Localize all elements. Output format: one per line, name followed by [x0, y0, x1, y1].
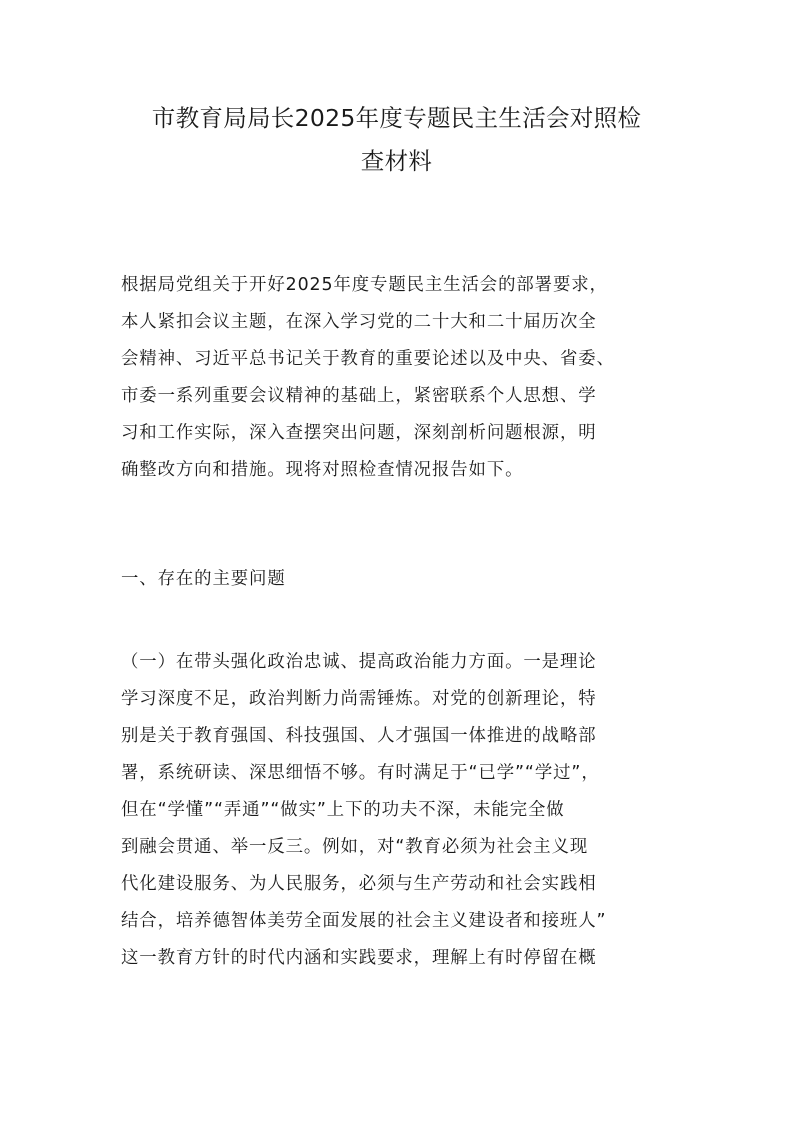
title-line-1: 市教育局局长2025年度专题民主生活会对照检: [151, 104, 642, 132]
intro-line-3: 会精神、习近平总书记关于教育的重要论述以及中央、省委、: [121, 349, 615, 369]
para1-line-1: （一）在带头强化政治忠诚、提高政治能力方面。一是理论: [121, 652, 597, 672]
para1-line-9: 这一教育方针的时代内涵和实践要求，理解上有时停留在概: [121, 948, 597, 968]
intro-line-2: 本人紧扣会议主题，在深入学习党的二十大和二十届历次全: [121, 312, 597, 332]
section-heading: [121, 564, 677, 594]
para1-line-2: 学习深度不足，政治判断力尚需锤炼。对党的创新理论，特: [121, 689, 597, 709]
intro-line-4: 市委一系列重要会议精神的基础上，紧密联系个人思想、学: [121, 386, 597, 406]
para1-line-4: 署，系统研读、深思细悟不够。有时满足于“已学”“学过”，: [121, 763, 600, 783]
para1-line-5: 但在“学懂”“弄通”“做实”上下的功夫不深，未能完全做: [121, 800, 565, 820]
para1-line-3: 别是关于教育强国、科技强国、人才强国一体推进的战略部: [121, 726, 597, 746]
para1-line-6: 到融会贯通、举一反三。例如，对“教育必须为社会主义现: [121, 837, 589, 857]
para1-line-8: 结合，培养德智体美劳全面发展的社会主义建设者和接班人”: [121, 911, 607, 931]
section-heading-text: 一、存在的主要问题: [121, 569, 286, 589]
document-title: [110, 97, 683, 183]
intro-line-1: 根据局党组关于开好2025年度专题民主生活会的部署要求，: [121, 275, 608, 295]
para1-line-7: 代化建设服务、为人民服务，必须与生产劳动和社会实践相: [121, 874, 597, 894]
problem-paragraph-1: [121, 647, 677, 1007]
intro-paragraph: [121, 270, 677, 510]
intro-line-6: 确整改方向和措施。现将对照检查情况报告如下。: [121, 460, 524, 480]
title-line-2: 查材料: [360, 147, 433, 175]
intro-line-5: 习和工作实际，深入查摆突出问题，深刻剖析问题根源，明: [121, 423, 597, 443]
